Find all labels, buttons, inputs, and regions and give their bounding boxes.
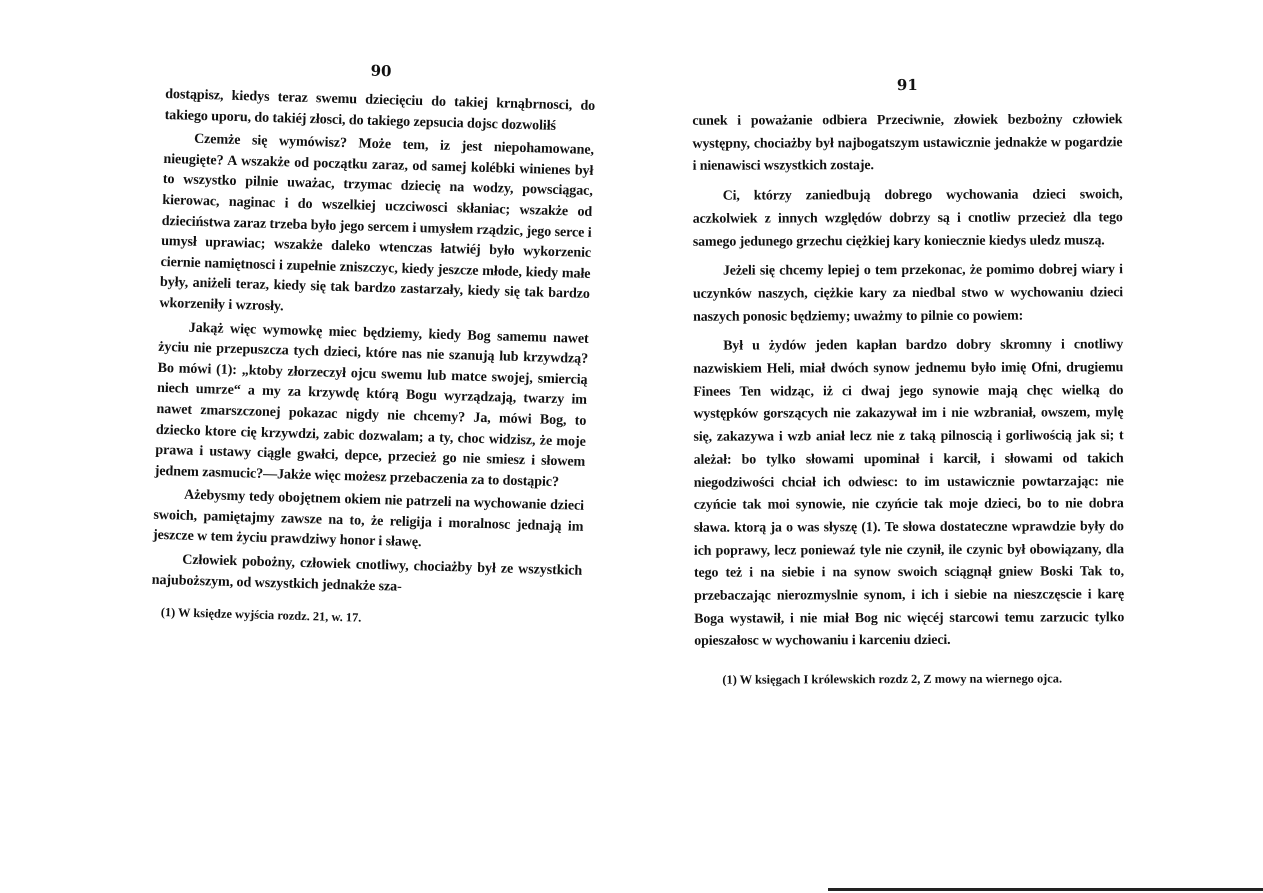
paragraph: dostąpisz, kiedys teraz swemu dziecięciu do takiej krnąbrnosci, do takiego uporu, do takiéj złosci, do takiego zepsucia dojsc dozwoliłś (164, 85, 596, 134)
paragraph: Był u żydów jeden kapłan bardzo dobry skromny i cnotliwy nazwiskiem Heli, miał dwóch synow jednemu było imię Ofni, drugiemu Finees Ten widząc, iż ci dwaj jego synowie mają chęc wielką do występków gorszących nie zakazywał im i nie wzbraniał, owszem, mylę się, zakazywa i wzb aniał lecz nie z taką pilnoscią i gorliwością jak si; t ależał: bo tylko słowami upominał i karcił, i słowami od takich niegodziwości chciał ich odwiesc: to im ustawicznie powtarzając: nie czyńcie tak moi synowie, nie czyńcie tak moje dzieci, bo to nie dobra sława. ktorą ja o was słyszę (1). Te słowa dostateczne wprawdzie były do ich poprawy, lecz poniewaź tyle nie czynił, ile czynic był obowiązany, dla tego też i na siebie i na synow swoich sciągnął gniew Boski Tak to, przebaczając nierozmyslnie synom, i ich i siebie na nieszczęscie i karę Boga wystawił, i nie miał Bog nic więcéj starcowi temu zarzucic tylko opieszałosc w wychowaniu i karceniu dzieci. (693, 337, 1125, 650)
paragraph: cunek i poważanie odbiera Przeciwnie, złowiek bezbożny człowiek występny, chociażby był najbogatszym ustawicznie jednakże w pogardzie i nienawisci wszystkich zostaje. (692, 112, 1123, 175)
page-number: 90 (370, 61, 392, 81)
paragraph: Czemże się wymówisz? Może tem, iz jest niepohamowane, nieugięte? A wszakże od początku zaraz, od samej kolébki winienes był to wszystko pilnie uważac, trzymac dziecię na wodzy, powsciągac, kierowac, naginac i do wszelkiej uczciwosci skłaniac; wszakże od dzieciństwa zaraz trzeba było jego sercem i umysłem rządzic, jego serce i umysł uprawiac; wszakże daleko wtenczas łatwiéj było wykorzenic ciernie namiętnosci i zupełnie zniszczyc, kiedy jeszcze młode, kiedy małe były, aniżeli teraz, kiedy się tak bardzo zastarzały, kiedy się tak bardzo wkorzeniły i wzrosły. (159, 130, 595, 315)
paragraph: Jakąż więc wymowkę miec będziemy, kiedy Bog samemu nawet życiu nie przepuszcza tych dzieci, które nas nie szanują lub krzywdzą? Bo mówi (1): „ktoby złorzeczył ojcu swemu lub matce swojej, smiercią niech umrze“ a my za krzywdę którą Bogu wyrządzają, twarzy im nawet zmarszczonej pokazac nigdy nie chcemy? Ja, mówi Bog, to dziecko ktore cię krzywdzi, zabic dozwalam; a ty, choc widzisz, że moje prawa i ustawy ciągle gwałci, depce, przecież go nie smiesz i słowem jednem zasmucic?—Jakże więc możesz przebaczenia za to dostąpic? (154, 319, 589, 490)
paragraph: Ażebysmy tedy obojętnem okiem nie patrzeli na wychowanie dzieci swoich, pamiętajmy zawsze na to, że religija i moralnosc jednają im jeszcze w tem życiu prawdziwy honor i sławę. (152, 486, 585, 551)
paragraph: Człowiek pobożny, człowiek cnotliwy, chociażby był ze wszystkich najuboższym, od wszystkich jednakże sza- (151, 551, 583, 595)
right-page (692, 0, 1124, 689)
paragraph: Jeżeli się chcemy lepiej o tem przekonac, że pomimo dobrej wiary i uczynków naszych, ciężkie kary za niedbal stwo w wychowaniu dzieci naszych ponosic będziemy; uważmy to pilnie co powiem: (692, 262, 1124, 325)
footnote: (1) W księdze wyjścia rozdz. 21, w. 17. (160, 605, 362, 625)
left-page (151, 0, 598, 633)
paragraph: Ci, którzy zaniedbują dobrego wychowania dzieci swoich, aczkolwiek z innych względów dobrzy są i cnotliw przecież dla tego samego jedunego grzechu ciężkiej kary koniecznie kiedys uledz muszą. (692, 187, 1123, 250)
page-edge-rule (828, 888, 1263, 891)
page-number: 91 (896, 75, 918, 95)
footnote: (1) W księgach I królewskich rozdz 2, Z mowy na wiernego ojca. (722, 671, 1063, 687)
